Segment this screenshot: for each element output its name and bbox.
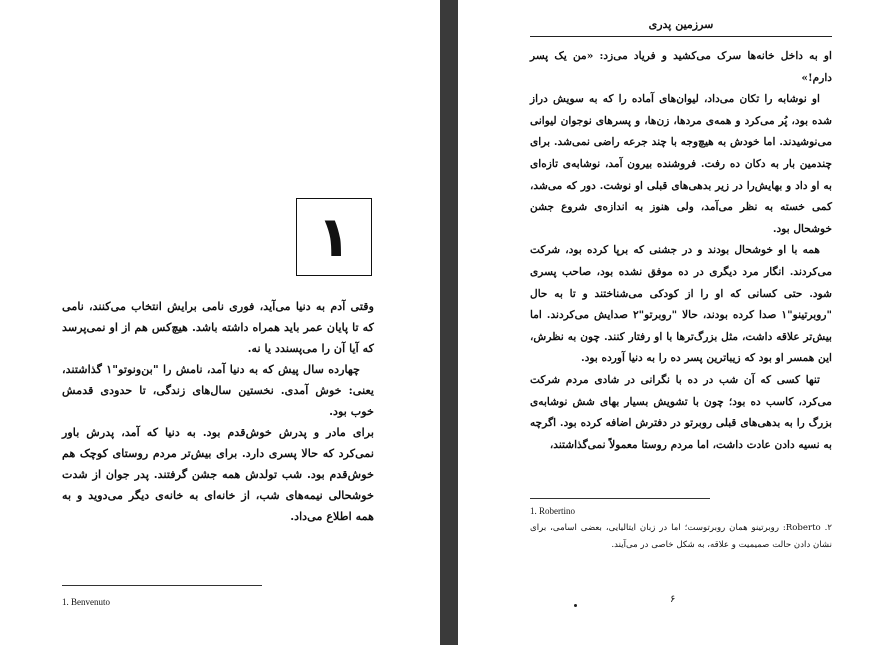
paragraph: او نوشابه را تکان می‌داد، لیوان‌های آماده را که به سویش دراز شده بود، پُر می‌کرد و همه‌ی مردها، زن‌ها، و پسرهای نوجوان لیوانی می‌نوشیدند. اما خودش به هیچ‌وجه با چند جرعه راضی نمی‌شد. برای چندمین بار به دکان ده رفت. فروشنده بیرون آمد، نوشابه‌ی تازه‌ای به او داد و بهایش‌را در زیر بدهی‌های قبلی او نوشت. دور که می‌شد، کمی خسته به نظر می‌آمد، ولی هنوز به اندازه‌ی شروع جشن خوشحال بود. (530, 93, 832, 235)
footnote-divider (530, 498, 710, 499)
paragraph: برای مادر و پدرش خوش‌قدم بود. به دنیا که آمد، پدرش باور نمی‌کرد که حالا پسری دارد. برای بیش‌تر مردم روستای کوچک هم خوش‌قدم بود. شب تولدش همه جشن گرفتند. پدر جوان از شدت خوشحالی نیمه‌های شب، از خانه‌ای به خانه‌ی دیگر می‌دوید و به همه اطلاع می‌داد. (62, 425, 374, 523)
paragraph: چهارده سال پیش که به دنیا آمد، نامش را "بن‌ونوتو"۱ گذاشتند، یعنی: خوش آمدی. نخستین سال‌های زندگی، تا حدودی قدمش خوب بود. (62, 362, 374, 418)
footnote: 1. Benvenuto (62, 597, 110, 607)
paragraph: همه با او خوشحال بودند و در جشنی که برپا کرده بود، شرکت می‌کردند. انگار مرد دیگری در ده موفق نشده بود، صاحب پسری شود. حتی کسانی که او را از کودکی می‌شناختند و تا به حال "روبرتینو"۱ صدا کرده بودند، حالا "روبرتو"۲ صدایش می‌کردند. اما بیش‌تر علاقه داشت، مثل بزرگ‌ترها با او رفتار کنند. چون به نظرش، این همسر او بود که زیباترین پسر ده را به دنیا آورده بود. (530, 244, 833, 365)
left-body-text (62, 296, 374, 527)
paragraph: وقتی آدم به دنیا می‌آید، فوری نامی برایش انتخاب می‌کنند، نامی که تا پایان عمر باید همراه داشته باشد. هیچ‌کس هم از او نمی‌پرسد که آیا آن را می‌پسندد یا نه. (62, 299, 374, 355)
right-page (458, 0, 870, 645)
footnote: 1. Robertino (530, 506, 575, 516)
header-rule (530, 36, 832, 37)
book-gutter (440, 0, 458, 645)
paragraph: او به داخل خانه‌ها سرک می‌کشید و فریاد می‌زد: «من یک پسر دارم!» (530, 50, 832, 84)
paragraph: تنها کسی که آن شب در ده با نگرانی در شادی مردم شرکت می‌کرد، کاسب ده بود؛ چون با تشویش بسیار بهای شش نوشابه‌ی بزرگ را به بدهی‌های قبلی روبرتو در دفترش اضافه کرده بود. اگرچه به نسیه دادن عادت داشت، اما مردم روستا معمولاً نمی‌گذاشتند، (530, 373, 832, 451)
dot-mark (574, 604, 577, 607)
page-number: ۶ (670, 594, 676, 605)
chapter-number: ۱ (316, 204, 352, 270)
footnote-divider (62, 585, 262, 586)
footnote: ۲. Roberto: روبرتینو همان روبرتوست؛ اما در زبان ایتالیایی، بعضی اسامی، برای نشان دادن حالت صمیمیت و علاقه، به شکل خاصی در می‌آیند. (530, 523, 832, 550)
running-head: سرزمین پدری (648, 18, 714, 31)
right-body-text (530, 46, 832, 456)
chapter-number-box (296, 198, 372, 276)
